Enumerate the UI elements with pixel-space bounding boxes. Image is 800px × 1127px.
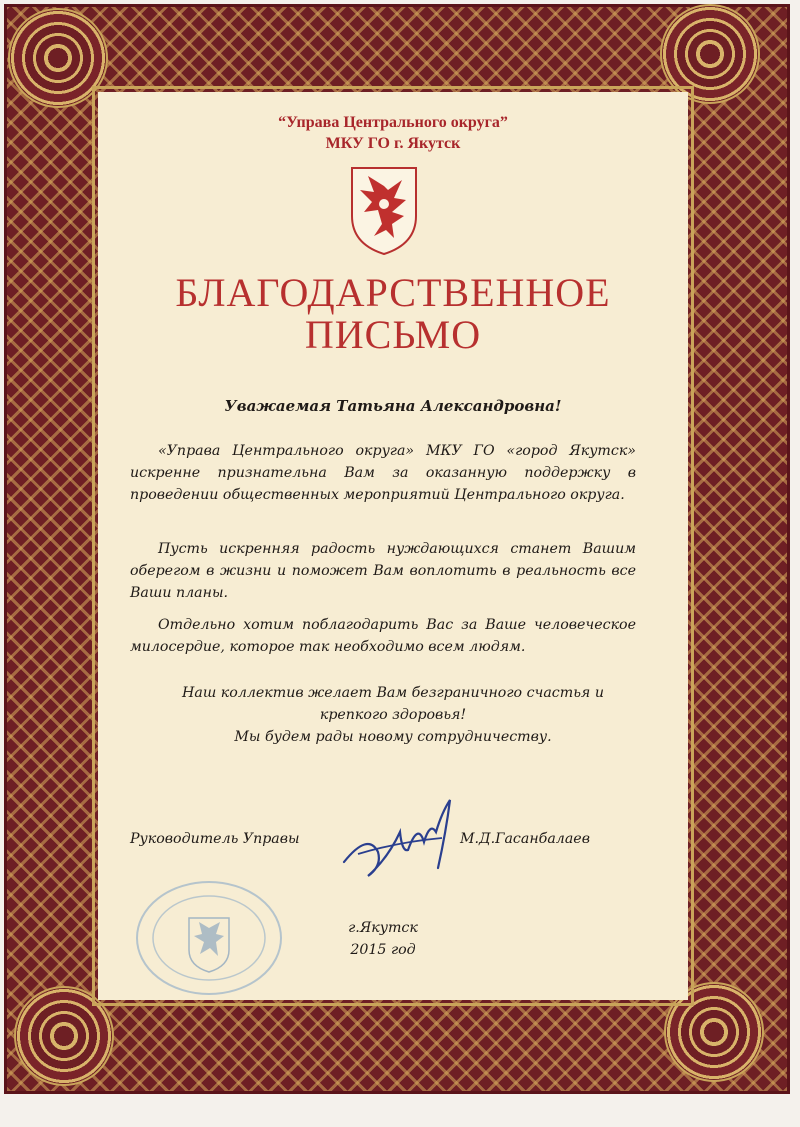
signatory-name: М.Д.Гасанбалаев bbox=[460, 831, 590, 847]
year: 2015 год bbox=[350, 942, 416, 958]
letter-title bbox=[98, 272, 688, 356]
organization-city: МКУ ГО г. Якутск bbox=[325, 135, 461, 152]
organization-name: “Управа Центрального округа” bbox=[278, 114, 508, 131]
wishes-line-3: Мы будем рады новому сотрудничеству. bbox=[234, 729, 552, 745]
paragraph-wish: Пусть искренняя радость нуждающихся станет Вашим оберегом в жизни и поможет Вам воплотить в реальность все Ваши планы. bbox=[130, 541, 636, 601]
city: г.Якутск bbox=[348, 920, 418, 936]
handwritten-signature-icon bbox=[338, 792, 468, 887]
closing-wishes bbox=[98, 682, 688, 748]
letter-paper bbox=[98, 92, 688, 1000]
paragraph-mercy: Отдельно хотим поблагодарить Вас за Ваше человеческое милосердие, которое так необходимо всем людям. bbox=[130, 617, 636, 655]
title-line-1: БЛАГОДАРСТВЕННОЕ bbox=[175, 270, 611, 315]
organization-header bbox=[98, 112, 688, 154]
official-stamp-icon bbox=[134, 878, 284, 998]
wishes-line-2: крепкого здоровья! bbox=[319, 707, 467, 723]
coat-of-arms-icon bbox=[348, 164, 420, 256]
signatory-position: Руководитель Управы bbox=[130, 831, 300, 847]
paragraph-gratitude: «Управа Центрального округа» МКУ ГО «город Якутск» искренне признательна Вам за оказанную поддержку в проведении общественных мероприятий Центрального округа. bbox=[130, 443, 636, 503]
place-and-date bbox=[328, 917, 438, 961]
wishes-line-1: Наш коллектив желает Вам безграничного счастья и bbox=[182, 685, 604, 701]
greeting: Уважаемая Татьяна Александровна! bbox=[224, 397, 562, 415]
title-line-2: ПИСЬМО bbox=[304, 312, 482, 357]
